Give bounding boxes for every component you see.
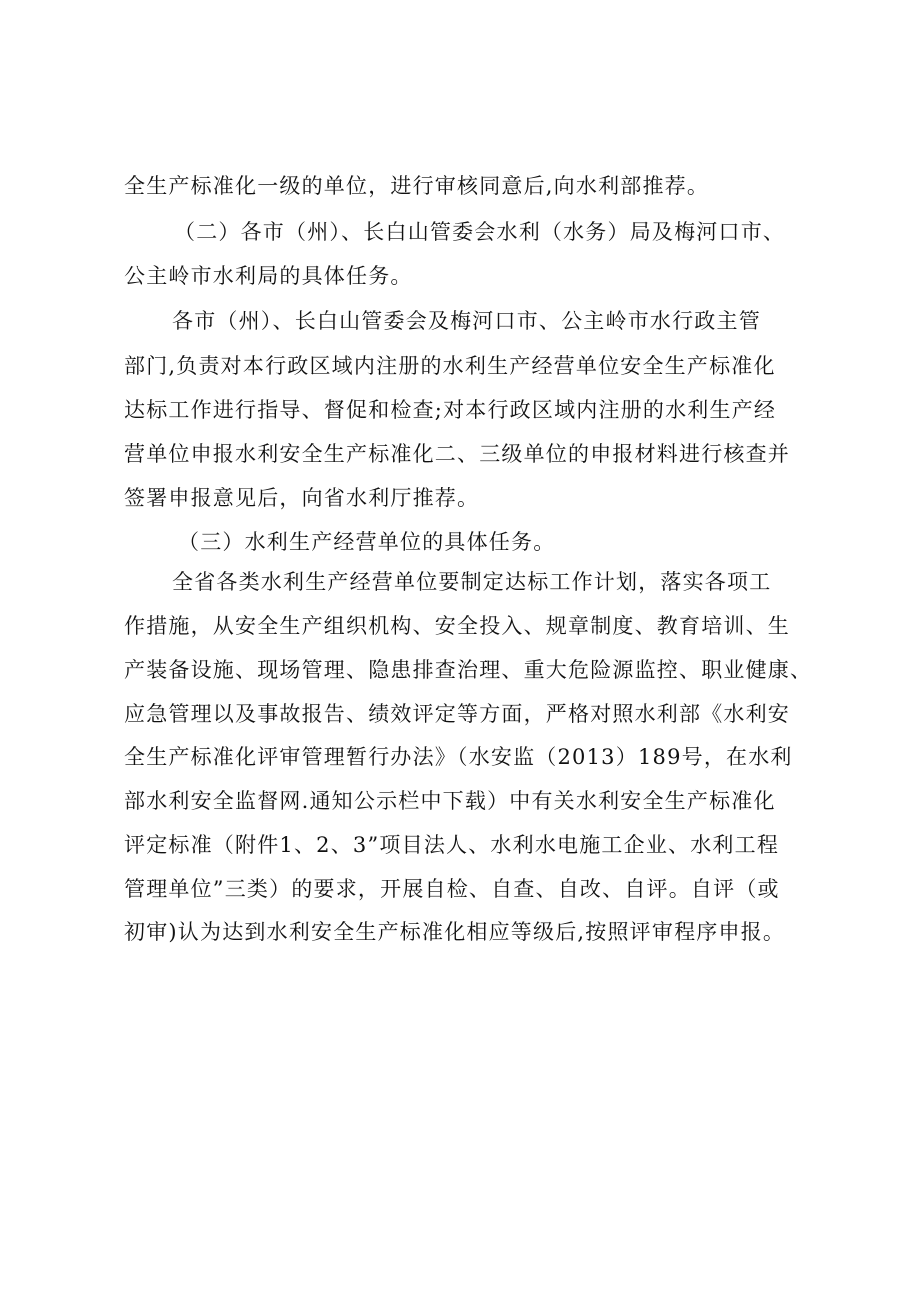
text-line: 管理单位”三类）的要求，开展自检、自查、自改、自评。自评（或 — [124, 877, 780, 901]
text-line: 全生产标准化一级的单位，进行审核同意后,向水利部推荐。 — [124, 174, 710, 198]
section-heading-3: （三）水利生产经营单位的具体任务。 — [178, 530, 556, 554]
text-line: 签署申报意见后，向省水利厅推荐。 — [124, 486, 480, 510]
section-heading-2: （二）各市（州）、长白山管委会水利（水务）局及梅河口市、 — [174, 220, 786, 244]
text-line: 营单位申报水利安全生产标准化二、三级单位的申报材料进行核查并 — [124, 442, 790, 466]
text-line: 部门,负责对本行政区域内注册的水利生产经营单位安全生产标准化 — [124, 354, 776, 378]
text-line: 应急管理以及事故报告、绩效评定等方面，严格对照水利部《水利安 — [124, 702, 790, 726]
text-line: 评定标准（附件1、2、3”项目法人、水利水电施工企业、水利工程 — [124, 833, 780, 857]
text-line: 各市（州）、长白山管委会及梅河口市、公主岭市水行政主管 — [172, 309, 761, 333]
text-line: 初审)认为达到水利安全生产标准化相应等级后,按照评审程序申报。 — [124, 920, 786, 944]
text-line: 全生产标准化评审管理暂行办法》（水安监（2013）189号，在水利 — [124, 745, 793, 769]
text-line: 产装备设施、现场管理、隐患排查治理、重大危险源监控、职业健康、 — [124, 658, 813, 682]
text-line: 公主岭市水利局的具体任务。 — [124, 264, 413, 288]
text-line: 作措施，从安全生产组织机构、安全投入、规章制度、教育培训、生 — [124, 614, 790, 638]
text-line: 达标工作进行指导、督促和检查;对本行政区域内注册的水利生产经 — [124, 398, 777, 422]
text-line: 全省各类水利生产经营单位要制定达标工作计划，落实各项工 — [172, 570, 772, 594]
text-line: 部水利安全监督网.通知公示栏中下载）中有关水利安全生产标准化 — [124, 789, 776, 813]
